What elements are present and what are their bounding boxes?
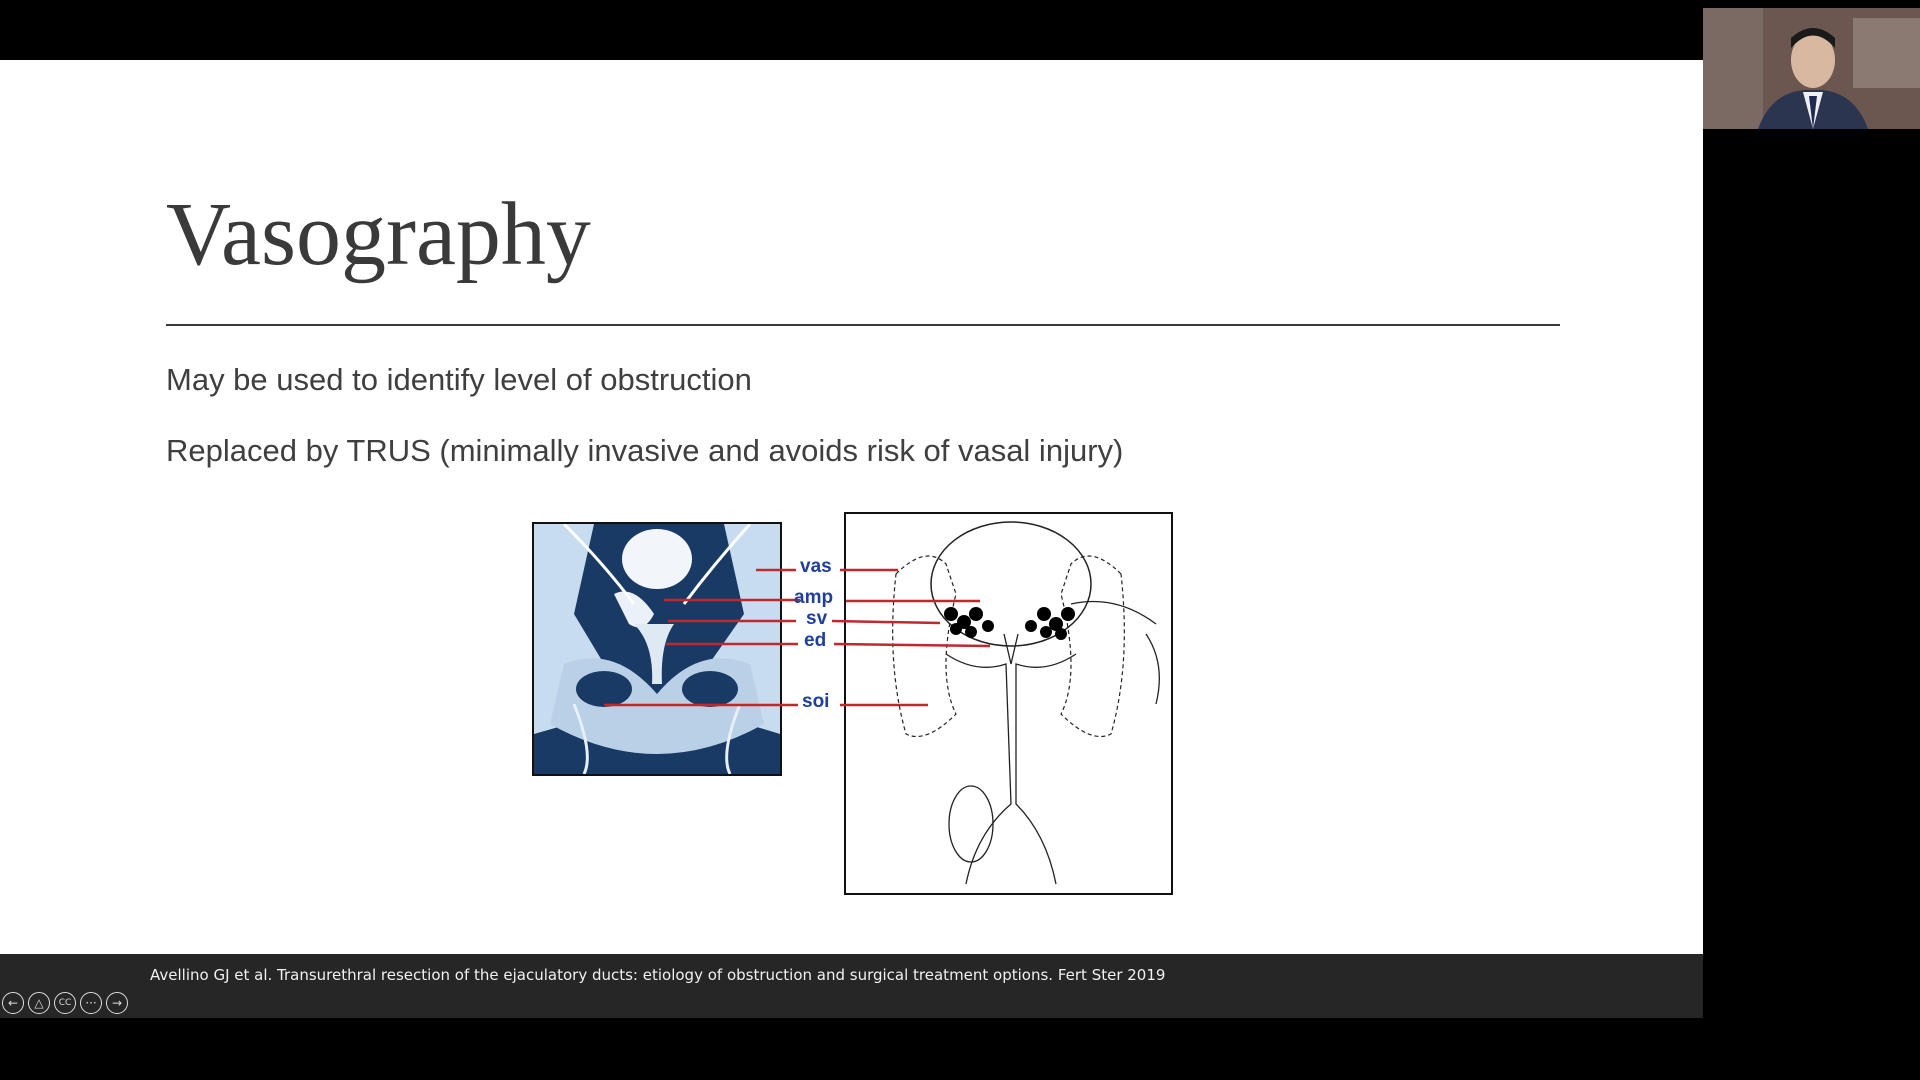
pen-icon[interactable]: △	[28, 992, 50, 1014]
vasogram-image	[532, 522, 782, 776]
slide-title: Vasography	[166, 185, 591, 284]
anatomy-diagram	[844, 512, 1173, 895]
title-divider	[166, 324, 1560, 326]
arrow-right-icon[interactable]: →	[106, 992, 128, 1014]
presenter-webcam	[1703, 8, 1920, 129]
presentation-controls	[2, 992, 128, 1014]
label-ed: ed	[804, 630, 827, 651]
label-sv: sv	[806, 608, 828, 629]
slide	[0, 60, 1703, 954]
label-vas: vas	[800, 556, 832, 577]
label-amp: amp	[794, 587, 834, 608]
bullet-1: May be used to identify level of obstruction	[166, 362, 752, 397]
bullet-2: Replaced by TRUS (minimally invasive and avoids risk of vasal injury)	[166, 433, 1124, 468]
caption-bar	[0, 954, 1703, 1018]
label-soi: soi	[802, 691, 830, 712]
arrow-left-icon[interactable]: ←	[2, 992, 24, 1014]
cc-icon[interactable]: CC	[54, 992, 76, 1014]
citation-caption: Avellino GJ et al. Transurethral resection of the ejaculatory ducts: etiology of obstruction and surgical treatment options. Fert Ster 2019	[150, 966, 1166, 984]
more-icon[interactable]: ···	[80, 992, 102, 1014]
